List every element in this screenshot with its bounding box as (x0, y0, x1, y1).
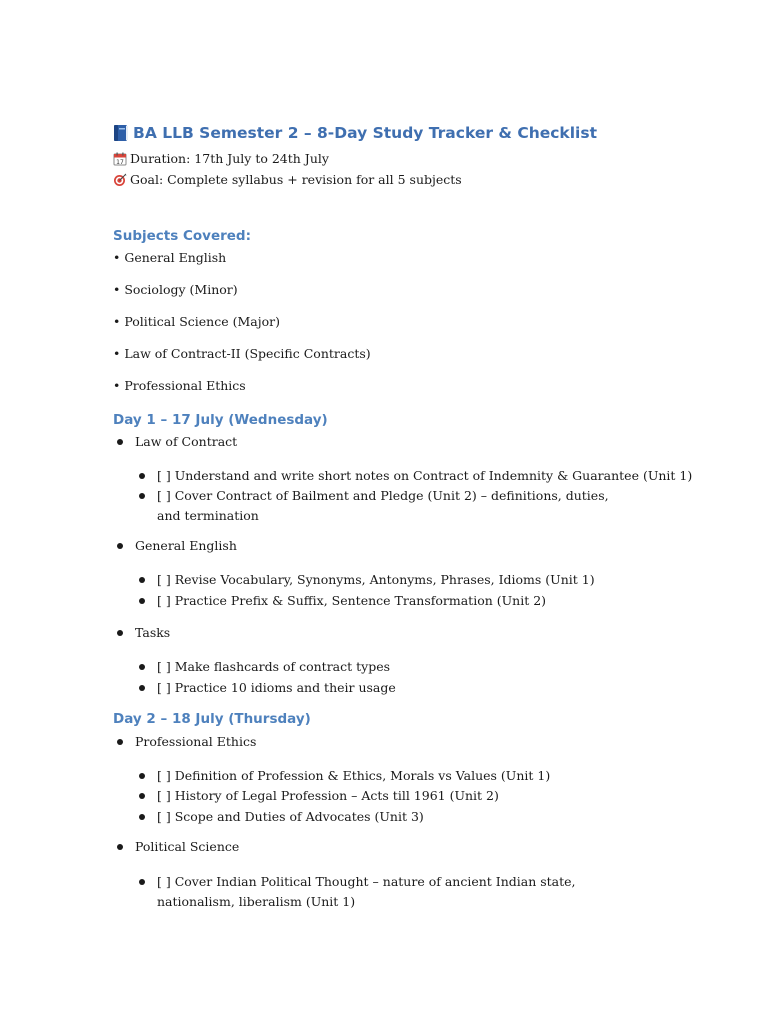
bullet-icon (139, 598, 145, 604)
calendar-icon (113, 152, 127, 166)
checklist-item (139, 807, 424, 827)
duration-text: Duration: 17th July to 24th July (130, 151, 329, 166)
checklist-text: [ ] Practice 10 idioms and their usage (157, 680, 396, 695)
blue-book-icon (113, 124, 129, 142)
checklist-text: [ ] Revise Vocabulary, Synonyms, Antonyms, Phrases, Idioms (Unit 1) (157, 572, 595, 587)
title-row (113, 124, 597, 142)
group-label: Political Science (135, 839, 240, 854)
subject-item: • Political Science (Major) (113, 314, 280, 329)
svg-text:17: 17 (116, 158, 124, 166)
group-label: General English (135, 538, 237, 553)
subjects-heading: Subjects Covered: (113, 228, 251, 244)
bullet-icon (139, 879, 145, 885)
checklist-item (139, 766, 550, 786)
day2-group-professional-ethics (117, 734, 256, 749)
checklist-text: [ ] Understand and write short notes on Contract of Indemnity & Guarantee (Unit 1) (157, 468, 693, 483)
subject-item: • General English (113, 250, 227, 265)
bullet-icon (139, 473, 145, 479)
checklist-item (139, 466, 692, 486)
bullet-icon (139, 793, 145, 799)
group-label: Professional Ethics (135, 734, 257, 749)
checklist-text: [ ] Definition of Profession & Ethics, Morals vs Values (Unit 1) (157, 768, 551, 783)
bullet-icon (139, 664, 145, 670)
bullet-icon (117, 439, 123, 445)
day1-group-law-of-contract (117, 434, 237, 449)
day1-group-tasks (117, 625, 170, 640)
day1-heading: Day 1 – 17 July (Wednesday) (113, 412, 328, 428)
bullet-icon (139, 773, 145, 779)
goal-text: Goal: Complete syllabus + revision for all 5 subjects (130, 172, 462, 187)
checklist-item (139, 872, 637, 912)
subject-item: • Law of Contract-II (Specific Contracts) (113, 346, 371, 361)
checklist-item (139, 591, 546, 611)
bullet-icon (117, 844, 123, 850)
bullet-icon (139, 577, 145, 583)
checklist-text: [ ] History of Legal Profession – Acts till 1961 (Unit 2) (157, 788, 499, 803)
checklist-item (139, 486, 617, 526)
checklist-text: [ ] Cover Contract of Bailment and Pledge (Unit 2) – definitions, duties, and termination (157, 488, 609, 523)
checklist-item (139, 786, 499, 806)
bullet-icon (139, 493, 145, 499)
group-label: Law of Contract (135, 434, 238, 449)
bullet-icon (117, 739, 123, 745)
group-label: Tasks (135, 625, 171, 640)
subject-item: • Sociology (Minor) (113, 282, 238, 297)
checklist-item (139, 678, 396, 698)
day1-group-general-english (117, 538, 237, 553)
bullet-icon (139, 685, 145, 691)
document-title: BA LLB Semester 2 – 8-Day Study Tracker & Checklist (133, 124, 597, 142)
checklist-item (139, 657, 390, 677)
bullet-icon (117, 543, 123, 549)
bullet-icon (117, 630, 123, 636)
subject-item: • Professional Ethics (113, 378, 246, 393)
duration-line (113, 151, 329, 166)
target-icon (113, 173, 127, 187)
checklist-item (139, 570, 595, 590)
checklist-text: [ ] Scope and Duties of Advocates (Unit 3) (157, 809, 424, 824)
day2-group-political-science (117, 839, 239, 854)
day2-heading: Day 2 – 18 July (Thursday) (113, 711, 311, 727)
checklist-text: [ ] Make flashcards of contract types (157, 659, 391, 674)
bullet-icon (139, 814, 145, 820)
checklist-text: [ ] Practice Prefix & Suffix, Sentence Transformation (Unit 2) (157, 593, 547, 608)
checklist-text: [ ] Cover Indian Political Thought – nature of ancient Indian state, nationalism, liberalism (Unit 1) (157, 874, 576, 909)
goal-line (113, 172, 462, 187)
